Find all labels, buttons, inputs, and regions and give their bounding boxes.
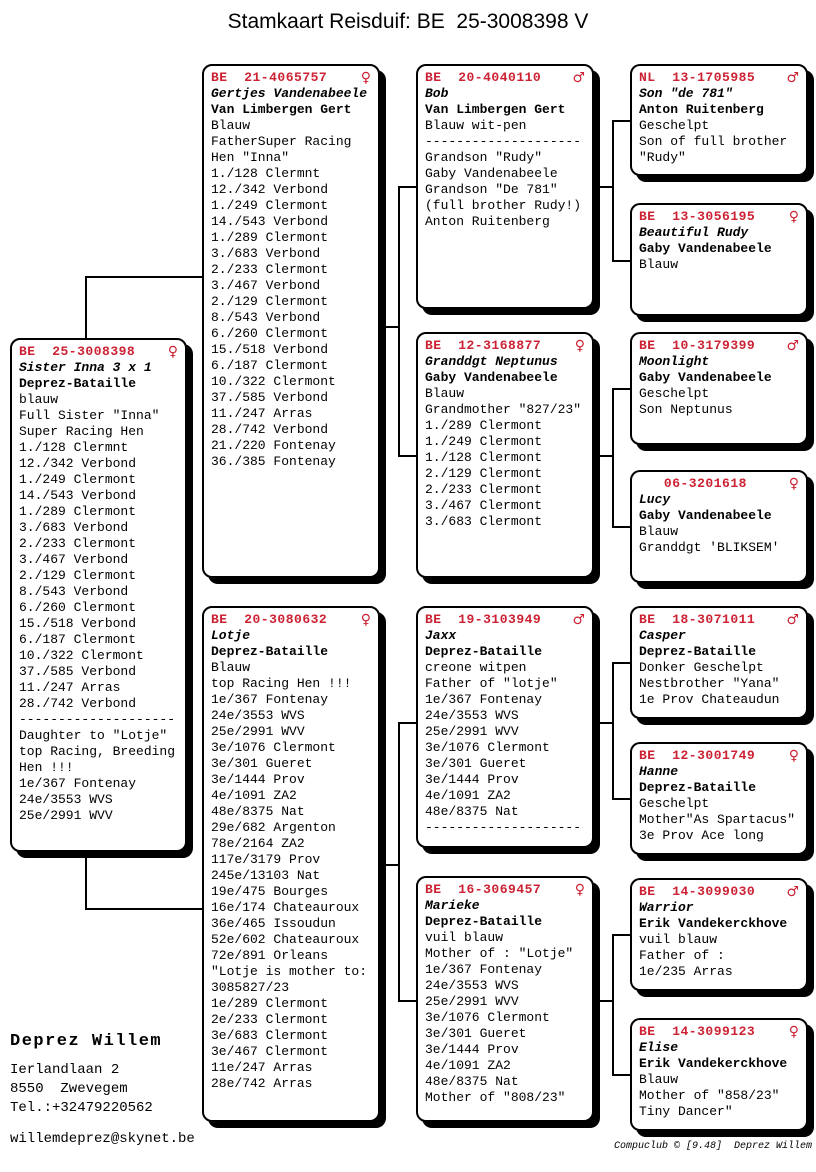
pedigree-text-line: 1e/367 Fontenay <box>19 776 137 791</box>
pedigree-text-line: 3e/301 Gueret <box>211 756 313 771</box>
pedigree-text-line: 15./518 Verbond <box>211 342 329 357</box>
pedigree-text-line: 15./518 Verbond <box>19 616 137 631</box>
pedigree-text-line: 3e/1076 Clermont <box>425 1010 550 1025</box>
ring-number: 06-3201618 <box>639 475 747 491</box>
pedigree-text-line: 21./220 Fontenay <box>211 438 336 453</box>
pedigree-box-subject <box>10 338 187 852</box>
pedigree-text-line: 3e/1444 Prov <box>425 1042 519 1057</box>
pedigree-text-line: 19e/475 Bourges <box>211 884 329 899</box>
pedigree-text-line: Hen "Inna" <box>211 150 290 165</box>
ring-number: BE 20-4040110 <box>425 69 542 85</box>
breeder-name: Gaby Vandenabeele <box>639 508 772 523</box>
pedigree-text-line: 3e/301 Gueret <box>425 756 527 771</box>
pedigree-text-line: Blauw <box>211 118 251 133</box>
box-header <box>425 337 585 354</box>
pedigree-text-line: Geschelpt <box>639 118 710 133</box>
pedigree-text-line: 3e/1076 Clermont <box>211 740 336 755</box>
pedigree-text-line: 78e/2164 ZA2 <box>211 836 305 851</box>
pedigree-text-line: 4e/1091 ZA2 <box>211 788 297 803</box>
pedigree-text-line: 1./128 Clermnt <box>211 166 321 181</box>
pedigree-box-great-grandparent-7 <box>630 878 808 991</box>
pedigree-text-line: 1e/289 Clermont <box>211 996 329 1011</box>
pigeon-name: Moonlight <box>639 354 710 369</box>
breeder-name: Van Limbergen Gert <box>425 102 566 117</box>
pedigree-text-line: 36e/465 Issoudun <box>211 916 336 931</box>
pedigree-text-line: Granddgt 'BLIKSEM' <box>639 540 780 555</box>
pedigree-text-line: Geschelpt <box>639 796 710 811</box>
pedigree-text-line: Super Racing Hen <box>19 424 144 439</box>
pedigree-text-line: Nestbrother "Yana" <box>639 676 780 691</box>
pedigree-text-line: 1e/367 Fontenay <box>425 692 543 707</box>
pigeon-name: Sister Inna 3 x 1 <box>19 360 152 375</box>
breeder-name: Deprez-Bataille <box>19 376 137 391</box>
pedigree-text-line: 3e/467 Clermont <box>211 1044 329 1059</box>
fancier-email: willemdeprez@skynet.be <box>10 1131 195 1147</box>
connector-line <box>380 864 400 866</box>
box-header <box>639 69 799 86</box>
pedigree-text-line: Blauw <box>211 660 251 675</box>
ring-number: BE 12-3168877 <box>425 337 542 353</box>
pedigree-text-line: 3085827/23 <box>211 980 290 995</box>
pedigree-text-line: 48e/8375 Nat <box>211 804 305 819</box>
pigeon-name: Warrior <box>639 900 694 915</box>
pedigree-text-line: 1./289 Clermont <box>211 230 329 245</box>
pedigree-text-line: 2e/233 Clermont <box>211 1012 329 1027</box>
pedigree-text-line: 1./289 Clermont <box>19 504 137 519</box>
pigeon-details <box>639 796 799 844</box>
pedigree-text-line: Hen !!! <box>19 760 74 775</box>
pigeon-details <box>425 118 585 230</box>
pedigree-text-line: -------------------- <box>19 712 176 727</box>
pigeon-details <box>639 660 799 708</box>
pedigree-text-line: 36./385 Fontenay <box>211 454 336 469</box>
pedigree-text-line: 1e/367 Fontenay <box>425 962 543 977</box>
pedigree-text-line: 2./129 Clermont <box>425 466 543 481</box>
pedigree-text-line: 6./187 Clermont <box>211 358 329 373</box>
female-sex-symbol: ♀ <box>788 475 799 492</box>
ring-number: BE 14-3099123 <box>639 1023 756 1039</box>
connector-line <box>398 186 400 457</box>
pigeon-details <box>639 524 799 556</box>
pigeon-details <box>425 930 585 1106</box>
pigeon-details <box>639 1072 799 1120</box>
pigeon-details <box>425 386 585 530</box>
pedigree-text-line: vuil blauw <box>425 930 504 945</box>
pedigree-box-mother <box>202 606 380 1122</box>
pedigree-box-grandfather-paternal <box>416 64 594 309</box>
pedigree-text-line: Daughter to "Lotje" <box>19 728 168 743</box>
pedigree-text-line: Blauw <box>639 1072 679 1087</box>
pigeon-details <box>211 118 371 470</box>
pigeon-name: Marieke <box>425 898 480 913</box>
pedigree-text-line: 245e/13103 Nat <box>211 868 321 883</box>
ring-number: BE 16-3069457 <box>425 881 542 897</box>
pedigree-box-great-grandparent-6 <box>630 742 808 855</box>
ring-number: BE 25-3008398 <box>19 343 136 359</box>
pedigree-text-line: 14./543 Verbond <box>211 214 329 229</box>
pigeon-details <box>639 932 799 980</box>
breeder-name: Anton Ruitenberg <box>639 102 764 117</box>
pigeon-details <box>639 386 799 418</box>
pedigree-text-line: 2./233 Clermont <box>19 536 137 551</box>
pedigree-text-line: 3e/1444 Prov <box>211 772 305 787</box>
ring-number: BE 18-3071011 <box>639 611 756 627</box>
pedigree-text-line: 11./247 Arras <box>19 680 121 695</box>
breeder-name: Erik Vandekerckhove <box>639 916 788 931</box>
box-header <box>211 69 371 86</box>
box-header <box>639 337 799 354</box>
connector-line <box>612 662 632 664</box>
pedigree-text-line: Tiny Dancer" <box>639 1104 733 1119</box>
page-title: Stamkaart Reisduif: BE 25-3008398 V <box>227 10 589 33</box>
male-sex-symbol: ♂ <box>572 611 585 628</box>
pedigree-text-line: 24e/3553 WVS <box>19 792 113 807</box>
pedigree-text-line: 3e/301 Gueret <box>425 1026 527 1041</box>
pedigree-text-line: 1e/235 Arras <box>639 964 733 979</box>
pedigree-text-line: 12./342 Verbond <box>211 182 329 197</box>
pedigree-text-line: Gaby Vandenabeele <box>425 166 558 181</box>
ring-number: BE 12-3001749 <box>639 747 756 763</box>
pedigree-text-line: 37./585 Verbond <box>211 390 329 405</box>
pedigree-text-line: Mother of : "Lotje" <box>425 946 574 961</box>
pedigree-text-line: Anton Ruitenberg <box>425 214 550 229</box>
box-header <box>211 611 371 628</box>
pedigree-text-line: Grandson "De 781" <box>425 182 558 197</box>
box-header <box>639 1023 799 1040</box>
pedigree-box-father <box>202 64 380 578</box>
pedigree-text-line: 1./249 Clermont <box>19 472 137 487</box>
pedigree-text-line: Blauw <box>425 386 465 401</box>
pedigree-text-line: 25e/2991 WVV <box>19 808 113 823</box>
pedigree-text-line: Grandmother "827/23" <box>425 402 582 417</box>
male-sex-symbol: ♂ <box>786 611 799 628</box>
pedigree-text-line: "Rudy" <box>639 150 686 165</box>
pigeon-name: Gertjes Vandenabeele <box>211 86 368 101</box>
connector-line <box>612 388 632 390</box>
pedigree-text-line: 3./467 Clermont <box>425 498 543 513</box>
connector-line <box>398 722 418 724</box>
pigeon-name: Beautiful Rudy <box>639 225 749 240</box>
pedigree-text-line: Father of : <box>639 948 725 963</box>
pigeon-name: Casper <box>639 628 686 643</box>
ring-number: BE 20-3080632 <box>211 611 328 627</box>
connector-line <box>612 798 632 800</box>
pigeon-name: Hanne <box>639 764 679 779</box>
pedigree-text-line: (full brother Rudy!) <box>425 198 582 213</box>
pedigree-text-line: 6./260 Clermont <box>211 326 329 341</box>
pigeon-name: Elise <box>639 1040 679 1055</box>
connector-line <box>612 1074 632 1076</box>
pedigree-text-line: 37./585 Verbond <box>19 664 137 679</box>
pedigree-text-line: 11./247 Arras <box>211 406 313 421</box>
female-sex-symbol: ♀ <box>574 881 585 898</box>
connector-line <box>594 722 614 724</box>
pedigree-text-line: 72e/891 Orleans <box>211 948 329 963</box>
breeder-name: Deprez-Bataille <box>639 780 757 795</box>
connector-line <box>612 260 632 262</box>
pedigree-text-line: 117e/3179 Prov <box>211 852 321 867</box>
pedigree-text-line: 25e/2991 WVV <box>425 994 519 1009</box>
fancier-phone: Tel.:+32479220562 <box>10 1100 153 1116</box>
pigeon-name: Lucy <box>639 492 671 507</box>
breeder-name: Gaby Vandenabeele <box>639 370 772 385</box>
pedigree-text-line: 24e/3553 WVS <box>211 708 305 723</box>
female-sex-symbol: ♀ <box>167 343 178 360</box>
pedigree-text-line: 1./128 Clermont <box>425 450 543 465</box>
pedigree-text-line: 3./467 Verbond <box>211 278 321 293</box>
connector-line <box>594 1000 614 1002</box>
male-sex-symbol: ♂ <box>786 69 799 86</box>
box-header <box>639 475 799 492</box>
connector-line <box>398 455 418 457</box>
pigeon-details <box>639 118 799 166</box>
pigeon-details <box>425 660 585 836</box>
female-sex-symbol: ♀ <box>360 611 371 628</box>
pedigree-text-line: 8./543 Verbond <box>211 310 321 325</box>
connector-line <box>612 388 614 528</box>
pedigree-text-line: 4e/1091 ZA2 <box>425 788 511 803</box>
pedigree-text-line: Blauw <box>639 524 679 539</box>
pedigree-text-line: 3e Prov Ace long <box>639 828 764 843</box>
box-header <box>639 208 799 225</box>
pedigree-text-line: "Lotje is mother to: <box>211 964 368 979</box>
box-header <box>425 611 585 628</box>
ring-number: BE 13-3056195 <box>639 208 756 224</box>
pedigree-text-line: 2./233 Clermont <box>211 262 329 277</box>
pedigree-text-line: 2./129 Clermont <box>211 294 329 309</box>
pedigree-text-line: Mother"As Spartacus" <box>639 812 796 827</box>
female-sex-symbol: ♀ <box>788 747 799 764</box>
breeder-name: Deprez-Bataille <box>639 644 757 659</box>
female-sex-symbol: ♀ <box>788 1023 799 1040</box>
box-header <box>639 747 799 764</box>
pedigree-text-line: FatherSuper Racing <box>211 134 352 149</box>
pigeon-name: Lotje <box>211 628 251 643</box>
female-sex-symbol: ♀ <box>360 69 371 86</box>
pigeon-details <box>19 392 178 824</box>
pedigree-text-line: Mother of "808/23" <box>425 1090 566 1105</box>
pedigree-text-line: 3e/1076 Clermont <box>425 740 550 755</box>
connector-line <box>398 186 418 188</box>
pedigree-text-line: 6./187 Clermont <box>19 632 137 647</box>
software-credit: Compuclub © [9.48] Deprez Willem <box>613 1141 812 1152</box>
breeder-name: Deprez-Bataille <box>425 914 543 929</box>
pedigree-text-line: creone witpen <box>425 660 527 675</box>
pedigree-text-line: 3e/1444 Prov <box>425 772 519 787</box>
fancier-street: Ierlandlaan 2 <box>10 1062 120 1078</box>
pedigree-text-line: 25e/2991 WVV <box>211 724 305 739</box>
pedigree-text-line: 48e/8375 Nat <box>425 804 519 819</box>
pedigree-text-line: Blauw <box>639 257 679 272</box>
pedigree-box-grandmother-maternal <box>416 876 594 1122</box>
pedigree-text-line: 14./543 Verbond <box>19 488 137 503</box>
pedigree-box-grandmother-paternal <box>416 332 594 578</box>
pedigree-text-line: Grandson "Rudy" <box>425 150 543 165</box>
pedigree-text-line: 2./233 Clermont <box>425 482 543 497</box>
pedigree-text-line: 24e/3553 WVS <box>425 708 519 723</box>
pedigree-text-line: 1./128 Clermnt <box>19 440 129 455</box>
pedigree-text-line: 1e Prov Chateaudun <box>639 692 780 707</box>
pedigree-text-line: 1e/367 Fontenay <box>211 692 329 707</box>
pedigree-box-great-grandparent-4 <box>630 470 808 583</box>
pedigree-text-line: 2./129 Clermont <box>19 568 137 583</box>
pedigree-text-line: 25e/2991 WVV <box>425 724 519 739</box>
connector-line <box>380 326 400 328</box>
pigeon-details <box>211 660 371 1092</box>
pedigree-box-grandfather-maternal <box>416 606 594 848</box>
pedigree-text-line: blauw <box>19 392 59 407</box>
pedigree-text-line: 3e/683 Clermont <box>211 1028 329 1043</box>
breeder-name: Gaby Vandenabeele <box>639 241 772 256</box>
ring-number: BE 14-3099030 <box>639 883 756 899</box>
pedigree-text-line: 16e/174 Chateauroux <box>211 900 360 915</box>
pedigree-text-line: Blauw wit-pen <box>425 118 527 133</box>
pigeon-name: Jaxx <box>425 628 457 643</box>
box-header <box>19 343 178 360</box>
pedigree-box-great-grandparent-1 <box>630 64 808 176</box>
pedigree-text-line: 11e/247 Arras <box>211 1060 313 1075</box>
pedigree-text-line: 10./322 Clermont <box>211 374 336 389</box>
pedigree-text-line: 3./683 Verbond <box>19 520 129 535</box>
breeder-name: Deprez-Bataille <box>211 644 329 659</box>
pedigree-text-line: 24e/3553 WVS <box>425 978 519 993</box>
connector-line <box>85 276 87 340</box>
connector-line <box>612 934 632 936</box>
pedigree-text-line: Full Sister "Inna" <box>19 408 160 423</box>
connector-line <box>398 1000 418 1002</box>
pedigree-text-line: vuil blauw <box>639 932 718 947</box>
pedigree-text-line: 12./342 Verbond <box>19 456 137 471</box>
pedigree-text-line: 3./683 Clermont <box>425 514 543 529</box>
pedigree-text-line: Geschelpt <box>639 386 710 401</box>
pedigree-text-line: top Racing Hen !!! <box>211 676 352 691</box>
connector-line <box>398 722 400 1002</box>
pedigree-text-line: Father of "lotje" <box>425 676 558 691</box>
pedigree-text-line: 1./249 Clermont <box>211 198 329 213</box>
breeder-name: Deprez-Bataille <box>425 644 543 659</box>
pedigree-box-great-grandparent-2 <box>630 203 808 316</box>
pedigree-text-line: 48e/8375 Nat <box>425 1074 519 1089</box>
female-sex-symbol: ♀ <box>574 337 585 354</box>
pedigree-box-great-grandparent-5 <box>630 606 808 719</box>
fancier-city: 8550 Zwevegem <box>10 1081 128 1097</box>
pedigree-text-line: Son of full brother <box>639 134 788 149</box>
box-header <box>639 611 799 628</box>
pedigree-text-line: 6./260 Clermont <box>19 600 137 615</box>
pigeon-name: Granddgt Neptunus <box>425 354 558 369</box>
male-sex-symbol: ♂ <box>786 883 799 900</box>
connector-line <box>612 934 614 1076</box>
male-sex-symbol: ♂ <box>572 69 585 86</box>
pedigree-text-line: 29e/682 Argenton <box>211 820 336 835</box>
pedigree-text-line: 8./543 Verbond <box>19 584 129 599</box>
pigeon-name: Son "de 781" <box>639 86 733 101</box>
connector-line <box>594 455 614 457</box>
pedigree-text-line: 1./289 Clermont <box>425 418 543 433</box>
pedigree-box-great-grandparent-8 <box>630 1018 808 1131</box>
pigeon-name: Bob <box>425 86 449 101</box>
pedigree-text-line: 3./683 Verbond <box>211 246 321 261</box>
pedigree-text-line: 3./467 Verbond <box>19 552 129 567</box>
connector-line <box>85 850 87 910</box>
pedigree-text-line: 1./249 Clermont <box>425 434 543 449</box>
pedigree-text-line: 10./322 Clermont <box>19 648 144 663</box>
breeder-name: Gaby Vandenabeele <box>425 370 558 385</box>
box-header <box>425 881 585 898</box>
pigeon-details <box>639 257 799 273</box>
female-sex-symbol: ♀ <box>788 208 799 225</box>
pedigree-text-line: 28./742 Verbond <box>19 696 137 711</box>
ring-number: BE 19-3103949 <box>425 611 542 627</box>
connector-line <box>85 276 204 278</box>
pedigree-text-line: top Racing, Breeding <box>19 744 176 759</box>
connector-line <box>594 186 614 188</box>
pedigree-text-line: Donker Geschelpt <box>639 660 764 675</box>
pedigree-text-line: 28e/742 Arras <box>211 1076 313 1091</box>
ring-number: NL 13-1705985 <box>639 69 756 85</box>
connector-line <box>612 526 632 528</box>
ring-number: BE 10-3179399 <box>639 337 756 353</box>
breeder-name: Erik Vandekerckhove <box>639 1056 788 1071</box>
box-header <box>425 69 585 86</box>
box-header <box>639 883 799 900</box>
fancier-name: Deprez Willem <box>10 1032 163 1051</box>
breeder-name: Van Limbergen Gert <box>211 102 352 117</box>
pedigree-text-line: 4e/1091 ZA2 <box>425 1058 511 1073</box>
connector-line <box>612 662 614 800</box>
pedigree-text-line: Mother of "858/23" <box>639 1088 780 1103</box>
pedigree-text-line: 28./742 Verbond <box>211 422 329 437</box>
ring-number: BE 21-4065757 <box>211 69 328 85</box>
male-sex-symbol: ♂ <box>786 337 799 354</box>
connector-line <box>612 120 632 122</box>
connector-line <box>85 908 204 910</box>
pedigree-text-line: Son Neptunus <box>639 402 733 417</box>
pedigree-text-line: -------------------- <box>425 134 582 149</box>
pedigree-box-great-grandparent-3 <box>630 332 808 445</box>
pedigree-text-line: 52e/602 Chateauroux <box>211 932 360 947</box>
pedigree-text-line: -------------------- <box>425 820 582 835</box>
connector-line <box>612 120 614 262</box>
